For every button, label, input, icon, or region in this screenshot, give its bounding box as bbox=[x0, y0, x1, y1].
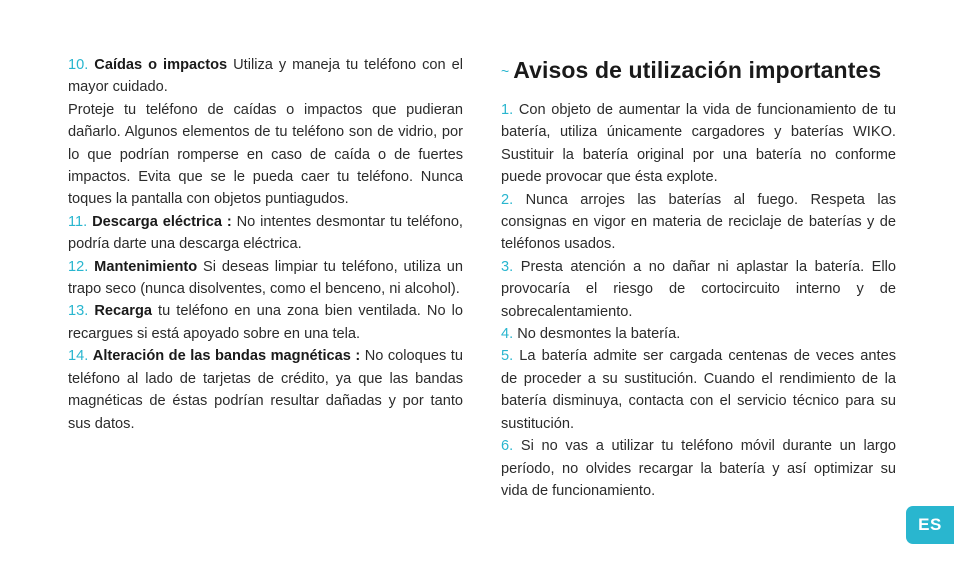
item-number: 12. bbox=[68, 258, 89, 275]
item-text: Nunca arrojes las baterías al fuego. Respeta las consignas en vigor en materia de reciclaje de baterías y de teléfonos usados. bbox=[501, 191, 896, 253]
title-marker: ~ bbox=[501, 63, 510, 79]
item-number: 11. bbox=[68, 213, 88, 230]
list-item bbox=[68, 300, 463, 345]
item-text: Si no vas a utilizar tu teléfono móvil durante un largo período, no olvides recargar la batería y así optimizar su vida de funcionamiento. bbox=[501, 438, 896, 499]
list-item bbox=[501, 323, 896, 345]
item-term: Recarga bbox=[94, 303, 152, 320]
item-number: 13. bbox=[68, 303, 89, 320]
list-item bbox=[501, 435, 896, 502]
right-column bbox=[501, 54, 896, 502]
item-text: No desmontes la batería. bbox=[513, 326, 681, 343]
language-badge: ES bbox=[906, 506, 954, 544]
list-item bbox=[501, 189, 896, 256]
item-number: 6. bbox=[501, 438, 514, 455]
item-text: La batería admite ser cargada centenas de veces antes de proceder a su sustitución. Cuando el rendimiento de la batería disminuya, contacta con el servicio técnico para su sustitución. bbox=[501, 348, 896, 432]
item-number: 2. bbox=[501, 191, 514, 208]
item-number: 4. bbox=[501, 326, 514, 343]
item-number: 3. bbox=[501, 258, 514, 275]
item-number: 1. bbox=[501, 102, 514, 118]
item-text: tu teléfono en una zona bien ventilada. No lo recargues si está apoyado sobre en una tela. bbox=[68, 303, 463, 342]
item-text: Con objeto de aumentar la vida de funcionamiento de tu batería, utiliza únicamente cargadores y baterías WIKO. Sustituir la batería original por una batería no conforme puede provocar que ésta explote. bbox=[501, 102, 896, 186]
list-item bbox=[501, 99, 896, 189]
list-item bbox=[501, 345, 896, 435]
item-term: Alteración de las bandas magnéticas : bbox=[92, 348, 361, 365]
item-text: Utiliza y maneja tu teléfono con el mayor cuidado. bbox=[68, 57, 463, 96]
item-number: 14. bbox=[68, 348, 89, 365]
list-item bbox=[68, 211, 463, 256]
list-item bbox=[68, 256, 463, 301]
item-text: Presta atención a no dañar ni aplastar la batería. Ello provocaría el riesgo de cortocircuito interno y de sobrecalentamiento. bbox=[501, 258, 896, 320]
list-item bbox=[68, 54, 463, 99]
left-column bbox=[68, 54, 463, 435]
list-item bbox=[501, 256, 896, 323]
numbered-list bbox=[501, 99, 896, 502]
item-term: Descarga eléctrica : bbox=[92, 213, 232, 230]
item-text: Si deseas limpiar tu teléfono, utiliza un trapo seco (nunca disolventes, como el benceno, ni alcohol). bbox=[68, 258, 463, 298]
item-text: No intentes desmontar tu teléfono, podría darte una descarga eléctrica. bbox=[68, 213, 463, 253]
item-number: 5. bbox=[501, 348, 514, 365]
list-item bbox=[68, 99, 463, 211]
item-term: Mantenimiento bbox=[94, 258, 198, 275]
item-text: Proteje tu teléfono de caídas o impactos que pudieran dañarlo. Algunos elementos de tu teléfono son de vidrio, por lo que podrían romperse en caso de caída o de fuertes impactos. Evita que se le pueda caer tu teléfono. Nunca toques la pantalla con objetos puntiagudos. bbox=[68, 101, 463, 208]
item-number: 10. bbox=[68, 57, 89, 73]
section-title-text: Avisos de utilización importantes bbox=[513, 57, 882, 83]
item-text: No coloques tu teléfono al lado de tarjetas de crédito, ya que las bandas magnéticas de éstas podrían resultar dañadas y por tanto sus datos. bbox=[68, 348, 463, 432]
item-term: Caídas o impactos bbox=[94, 57, 228, 73]
list-item bbox=[68, 345, 463, 435]
